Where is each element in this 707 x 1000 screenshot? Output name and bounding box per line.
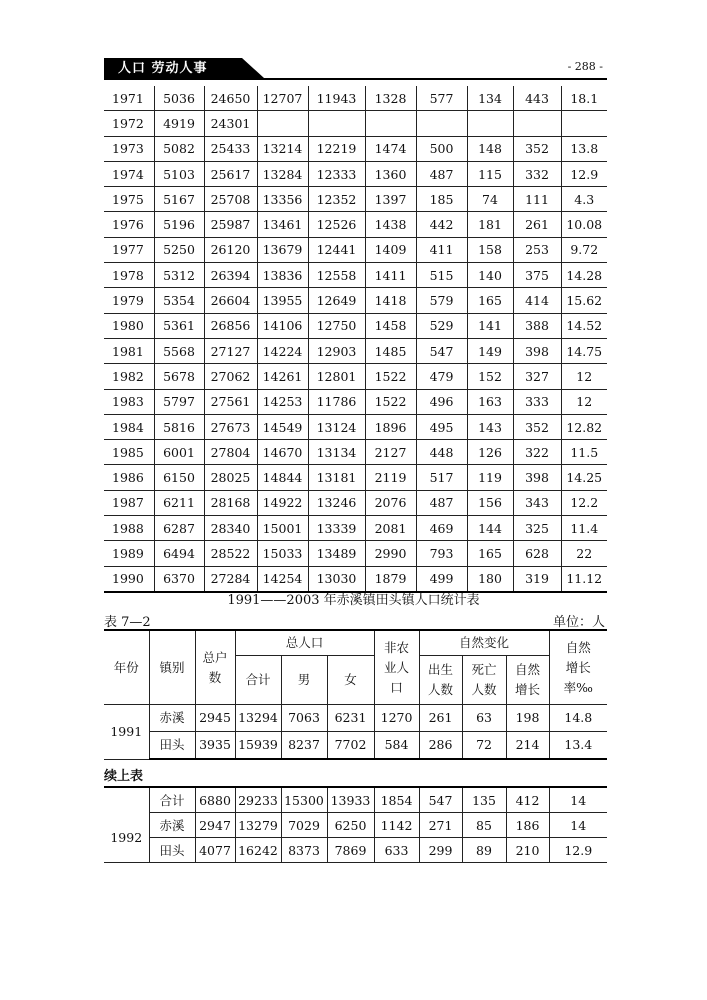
table-cell: 119 [467,465,513,490]
table-cell: 赤溪 [149,813,195,838]
table-cell: 28340 [204,516,257,541]
table-cell: 6211 [154,490,204,515]
table-cell: 14261 [257,364,308,389]
table-cell: 14549 [257,414,308,439]
table-cell: 500 [416,136,467,161]
table-cell: 5082 [154,136,204,161]
table-cell: 12526 [308,212,365,237]
year-cell: 1988 [104,516,154,541]
table-cell: 14844 [257,465,308,490]
table-cell: 547 [416,338,467,363]
table-cell: 11.12 [561,566,607,592]
table-cell: 13294 [235,705,281,732]
table-cell: 14670 [257,440,308,465]
table-cell: 149 [467,338,513,363]
table-cell: 448 [416,440,467,465]
table-cell: 496 [416,389,467,414]
table-cell: 13284 [257,161,308,186]
table-cell: 12750 [308,313,365,338]
table-cell: 352 [513,136,561,161]
table-cell: 13030 [308,566,365,592]
table-cell: 517 [416,465,467,490]
table-cell: 27062 [204,364,257,389]
table-cell: 13.4 [549,732,607,760]
table-cell: 14224 [257,338,308,363]
table-cell: 14 [549,813,607,838]
table-cell: 18.1 [561,86,607,111]
table-cell: 352 [513,414,561,439]
table-cell: 2947 [195,813,235,838]
table-cell: 5354 [154,288,204,313]
table-cell: 11943 [308,86,365,111]
table-cell: 13339 [308,516,365,541]
table-cell: 15300 [281,787,327,813]
table-cell: 15.62 [561,288,607,313]
table-cell: 253 [513,237,561,262]
table-cell: 12558 [308,263,365,288]
table-cell: 14253 [257,389,308,414]
table-cell: 333 [513,389,561,414]
table-cell: 15033 [257,541,308,566]
table-row [104,263,607,288]
table-cell: 1474 [365,136,416,161]
header-town: 镇别 [149,630,195,705]
table-cell: 325 [513,516,561,541]
header-growth-rate: 自然增长率‰ [549,630,607,705]
table-cell: 2127 [365,440,416,465]
table-cell: 327 [513,364,561,389]
table-cell: 165 [467,288,513,313]
year-cell: 1980 [104,313,154,338]
table-cell: 1328 [365,86,416,111]
table-cell: 12801 [308,364,365,389]
table-cell: 5103 [154,161,204,186]
year-cell: 1990 [104,566,154,592]
table-cell: 163 [467,389,513,414]
table-cell: 14254 [257,566,308,592]
header-deaths: 死亡人数 [462,656,506,705]
table-cell: 12.2 [561,490,607,515]
table-cell: 12649 [308,288,365,313]
year-cell: 1976 [104,212,154,237]
table-cell: 134 [467,86,513,111]
table-cell: 140 [467,263,513,288]
table-cell: 14.52 [561,313,607,338]
table-cell: 299 [419,838,462,863]
table-cell: 411 [416,237,467,262]
table-cell: 29233 [235,787,281,813]
table-cell: 148 [467,136,513,161]
table-row [104,414,607,439]
header-households: 总户数 [195,630,235,705]
table-cell: 319 [513,566,561,592]
header-births: 出生人数 [419,656,462,705]
table-cell: 487 [416,161,467,186]
table-cell: 3935 [195,732,235,760]
table-cell: 27804 [204,440,257,465]
table-cell: 322 [513,440,561,465]
table-cell: 9.72 [561,237,607,262]
table-cell: 5816 [154,414,204,439]
table-row [104,288,607,313]
table-cell: 12 [561,389,607,414]
table-cell: 2076 [365,490,416,515]
table-cell: 5678 [154,364,204,389]
table-cell: 2081 [365,516,416,541]
table-cell: 13461 [257,212,308,237]
year-cell: 1985 [104,440,154,465]
table-cell: 1142 [374,813,419,838]
table-cell: 13181 [308,465,365,490]
table-row [104,490,607,515]
table-cell: 5167 [154,187,204,212]
table-cell: 24650 [204,86,257,111]
table-cell: 74 [467,187,513,212]
table-cell: 1360 [365,161,416,186]
table-cell: 26120 [204,237,257,262]
year-cell: 1982 [104,364,154,389]
table-cell: 11.5 [561,440,607,465]
table-cell: 25617 [204,161,257,186]
table-cell: 7029 [281,813,327,838]
table-cell: 13246 [308,490,365,515]
table-row [104,212,607,237]
year-cell: 1987 [104,490,154,515]
table-row [104,465,607,490]
table-cell: 261 [513,212,561,237]
table-cell: 633 [374,838,419,863]
table-cell: 12.82 [561,414,607,439]
table-cell: 63 [462,705,506,732]
year-cell-1992: 1992 [104,813,149,863]
table-cell: 28025 [204,465,257,490]
population-table-1992 [104,786,607,863]
table-cell: 181 [467,212,513,237]
table-row [104,313,607,338]
header-natural-change: 自然变化 [419,630,549,656]
table-cell: 343 [513,490,561,515]
table-cell: 26856 [204,313,257,338]
table-cell: 7869 [327,838,374,863]
table-cell: 584 [374,732,419,760]
table-row [104,338,607,363]
header-rule [104,78,607,80]
table-cell: 12441 [308,237,365,262]
table-cell: 6001 [154,440,204,465]
table-cell: 13279 [235,813,281,838]
table-cell: 27127 [204,338,257,363]
table-cell [308,111,365,136]
table-cell: 1896 [365,414,416,439]
year-cell-1991: 1991 [104,705,149,760]
table-cell: 4.3 [561,187,607,212]
header-year: 年份 [104,630,149,705]
table-number: 表 7—2 [104,615,151,630]
table-cell: 22 [561,541,607,566]
table-cell: 198 [506,705,549,732]
table-cell: 14.25 [561,465,607,490]
table-cell: 499 [416,566,467,592]
table-cell: 5797 [154,389,204,414]
table-cell: 286 [419,732,462,760]
year-cell: 1974 [104,161,154,186]
table-cell: 5312 [154,263,204,288]
table-cell: 186 [506,813,549,838]
table-cell: 158 [467,237,513,262]
table-cell: 628 [513,541,561,566]
table-cell: 85 [462,813,506,838]
table-cell: 8237 [281,732,327,760]
table-cell [257,111,308,136]
table-cell: 24301 [204,111,257,136]
header-male: 男 [281,656,327,705]
table-row [104,136,607,161]
year-cell: 1979 [104,288,154,313]
table-cell: 4077 [195,838,235,863]
table-cell: 6150 [154,465,204,490]
table-cell: 13134 [308,440,365,465]
table-cell: 14106 [257,313,308,338]
table-cell: 合计 [149,787,195,813]
table-cell: 14.75 [561,338,607,363]
table-cell: 515 [416,263,467,288]
table-cell: 16242 [235,838,281,863]
table-cell: 6250 [327,813,374,838]
table-cell: 5036 [154,86,204,111]
table-cell: 111 [513,187,561,212]
table-cell: 26604 [204,288,257,313]
table-cell: 11786 [308,389,365,414]
table-cell: 1438 [365,212,416,237]
table-cell: 398 [513,338,561,363]
year-cell: 1983 [104,389,154,414]
table-cell [513,111,561,136]
table-cell: 10.08 [561,212,607,237]
table-cell: 375 [513,263,561,288]
table-cell: 14 [549,787,607,813]
table-cell: 185 [416,187,467,212]
table-cell: 15001 [257,516,308,541]
table-cell: 12903 [308,338,365,363]
table-cell: 469 [416,516,467,541]
table-cell: 529 [416,313,467,338]
table-cell: 1270 [374,705,419,732]
table-cell: 144 [467,516,513,541]
table-cell: 135 [462,787,506,813]
table-caption: 1991——2003 年赤溪镇田头镇人口统计表 [227,593,480,608]
table-cell: 442 [416,212,467,237]
table-cell: 11.4 [561,516,607,541]
table-row [104,389,607,414]
table-row [104,364,607,389]
table-cell: 28168 [204,490,257,515]
table-cell: 2119 [365,465,416,490]
table-cell: 5196 [154,212,204,237]
table-cell: 5568 [154,338,204,363]
table-cell: 180 [467,566,513,592]
table-cell: 13.8 [561,136,607,161]
table-cell [561,111,607,136]
table-cell: 13489 [308,541,365,566]
year-cell: 1986 [104,465,154,490]
table-row [104,541,607,566]
table-cell: 14.28 [561,263,607,288]
table-cell: 143 [467,414,513,439]
table-cell: 141 [467,313,513,338]
table-cell: 13356 [257,187,308,212]
table-cell: 13124 [308,414,365,439]
table-cell: 1411 [365,263,416,288]
table-cell: 7063 [281,705,327,732]
header-nonagricultural: 非农业人口 [374,630,419,705]
table-cell: 田头 [149,838,195,863]
table-cell: 6880 [195,787,235,813]
table-cell: 210 [506,838,549,863]
table-cell: 487 [416,490,467,515]
table-cell: 1418 [365,288,416,313]
table-cell: 115 [467,161,513,186]
table-cell: 126 [467,440,513,465]
table-row [104,111,607,136]
table-cell: 6494 [154,541,204,566]
year-cell: 1973 [104,136,154,161]
table-cell: 1485 [365,338,416,363]
table-cell: 15939 [235,732,281,760]
section-title: 人口 劳动人事 [118,61,208,76]
table-cell: 27284 [204,566,257,592]
continued-label: 续上表 [104,769,144,784]
table-cell: 25433 [204,136,257,161]
table-cell: 14.8 [549,705,607,732]
table-cell: 田头 [149,732,195,760]
table-cell: 388 [513,313,561,338]
year-cell: 1975 [104,187,154,212]
table-row [104,516,607,541]
table-cell: 4919 [154,111,204,136]
table-row [104,440,607,465]
table-cell: 577 [416,86,467,111]
table-cell: 579 [416,288,467,313]
table-cell: 414 [513,288,561,313]
header-natural-growth: 自然增长 [506,656,549,705]
year-cell: 1989 [104,541,154,566]
table-cell: 26394 [204,263,257,288]
table-cell: 8373 [281,838,327,863]
table-cell: 793 [416,541,467,566]
table-cell: 2990 [365,541,416,566]
table-cell [416,111,467,136]
table-cell: 13836 [257,263,308,288]
table-cell [467,111,513,136]
table-cell: 12333 [308,161,365,186]
table-cell: 271 [419,813,462,838]
table-cell: 12219 [308,136,365,161]
year-cell: 1978 [104,263,154,288]
table-cell: 152 [467,364,513,389]
table-cell: 6370 [154,566,204,592]
table-cell: 165 [467,541,513,566]
table-cell: 27561 [204,389,257,414]
table-cell: 495 [416,414,467,439]
year-cell: 1972 [104,111,154,136]
table-cell: 547 [419,787,462,813]
table-cell: 赤溪 [149,705,195,732]
table-row [104,187,607,212]
table-cell: 89 [462,838,506,863]
table-cell: 72 [462,732,506,760]
table-cell: 1458 [365,313,416,338]
table-cell: 1409 [365,237,416,262]
year-cell: 1984 [104,414,154,439]
table-cell: 6287 [154,516,204,541]
table-cell: 27673 [204,414,257,439]
table-cell: 261 [419,705,462,732]
blank-cell [104,787,149,813]
year-cell: 1971 [104,86,154,111]
table-cell: 412 [506,787,549,813]
year-cell: 1977 [104,237,154,262]
table-cell: 25708 [204,187,257,212]
table-row [104,161,607,186]
table-cell: 6231 [327,705,374,732]
header-sum: 合计 [235,656,281,705]
table-cell: 13933 [327,787,374,813]
table-cell: 12707 [257,86,308,111]
table-cell: 1879 [365,566,416,592]
page-number: - 288 - [567,60,603,73]
header-female: 女 [327,656,374,705]
table-cell: 25987 [204,212,257,237]
year-cell: 1981 [104,338,154,363]
table-cell: 1522 [365,364,416,389]
table-cell [365,111,416,136]
table-cell: 14922 [257,490,308,515]
table-cell: 7702 [327,732,374,760]
table-unit: 单位：人 [552,615,605,630]
population-table-1971-1990 [104,86,607,593]
table-row [104,237,607,262]
table-cell: 443 [513,86,561,111]
table-cell: 28522 [204,541,257,566]
table-cell: 1397 [365,187,416,212]
table-cell: 5361 [154,313,204,338]
table-cell: 156 [467,490,513,515]
table-cell: 13955 [257,288,308,313]
table-cell: 398 [513,465,561,490]
table-cell: 332 [513,161,561,186]
population-table-1991 [104,629,607,760]
table-cell: 12 [561,364,607,389]
table-cell: 479 [416,364,467,389]
table-cell: 13679 [257,237,308,262]
table-cell: 214 [506,732,549,760]
table-cell: 13214 [257,136,308,161]
table-cell: 12.9 [561,161,607,186]
table-cell: 12.9 [549,838,607,863]
table-row [104,86,607,111]
table-cell: 2945 [195,705,235,732]
table-cell: 1854 [374,787,419,813]
table-cell: 12352 [308,187,365,212]
table-cell: 5250 [154,237,204,262]
table-cell: 1522 [365,389,416,414]
header-total-population: 总人口 [235,630,374,656]
